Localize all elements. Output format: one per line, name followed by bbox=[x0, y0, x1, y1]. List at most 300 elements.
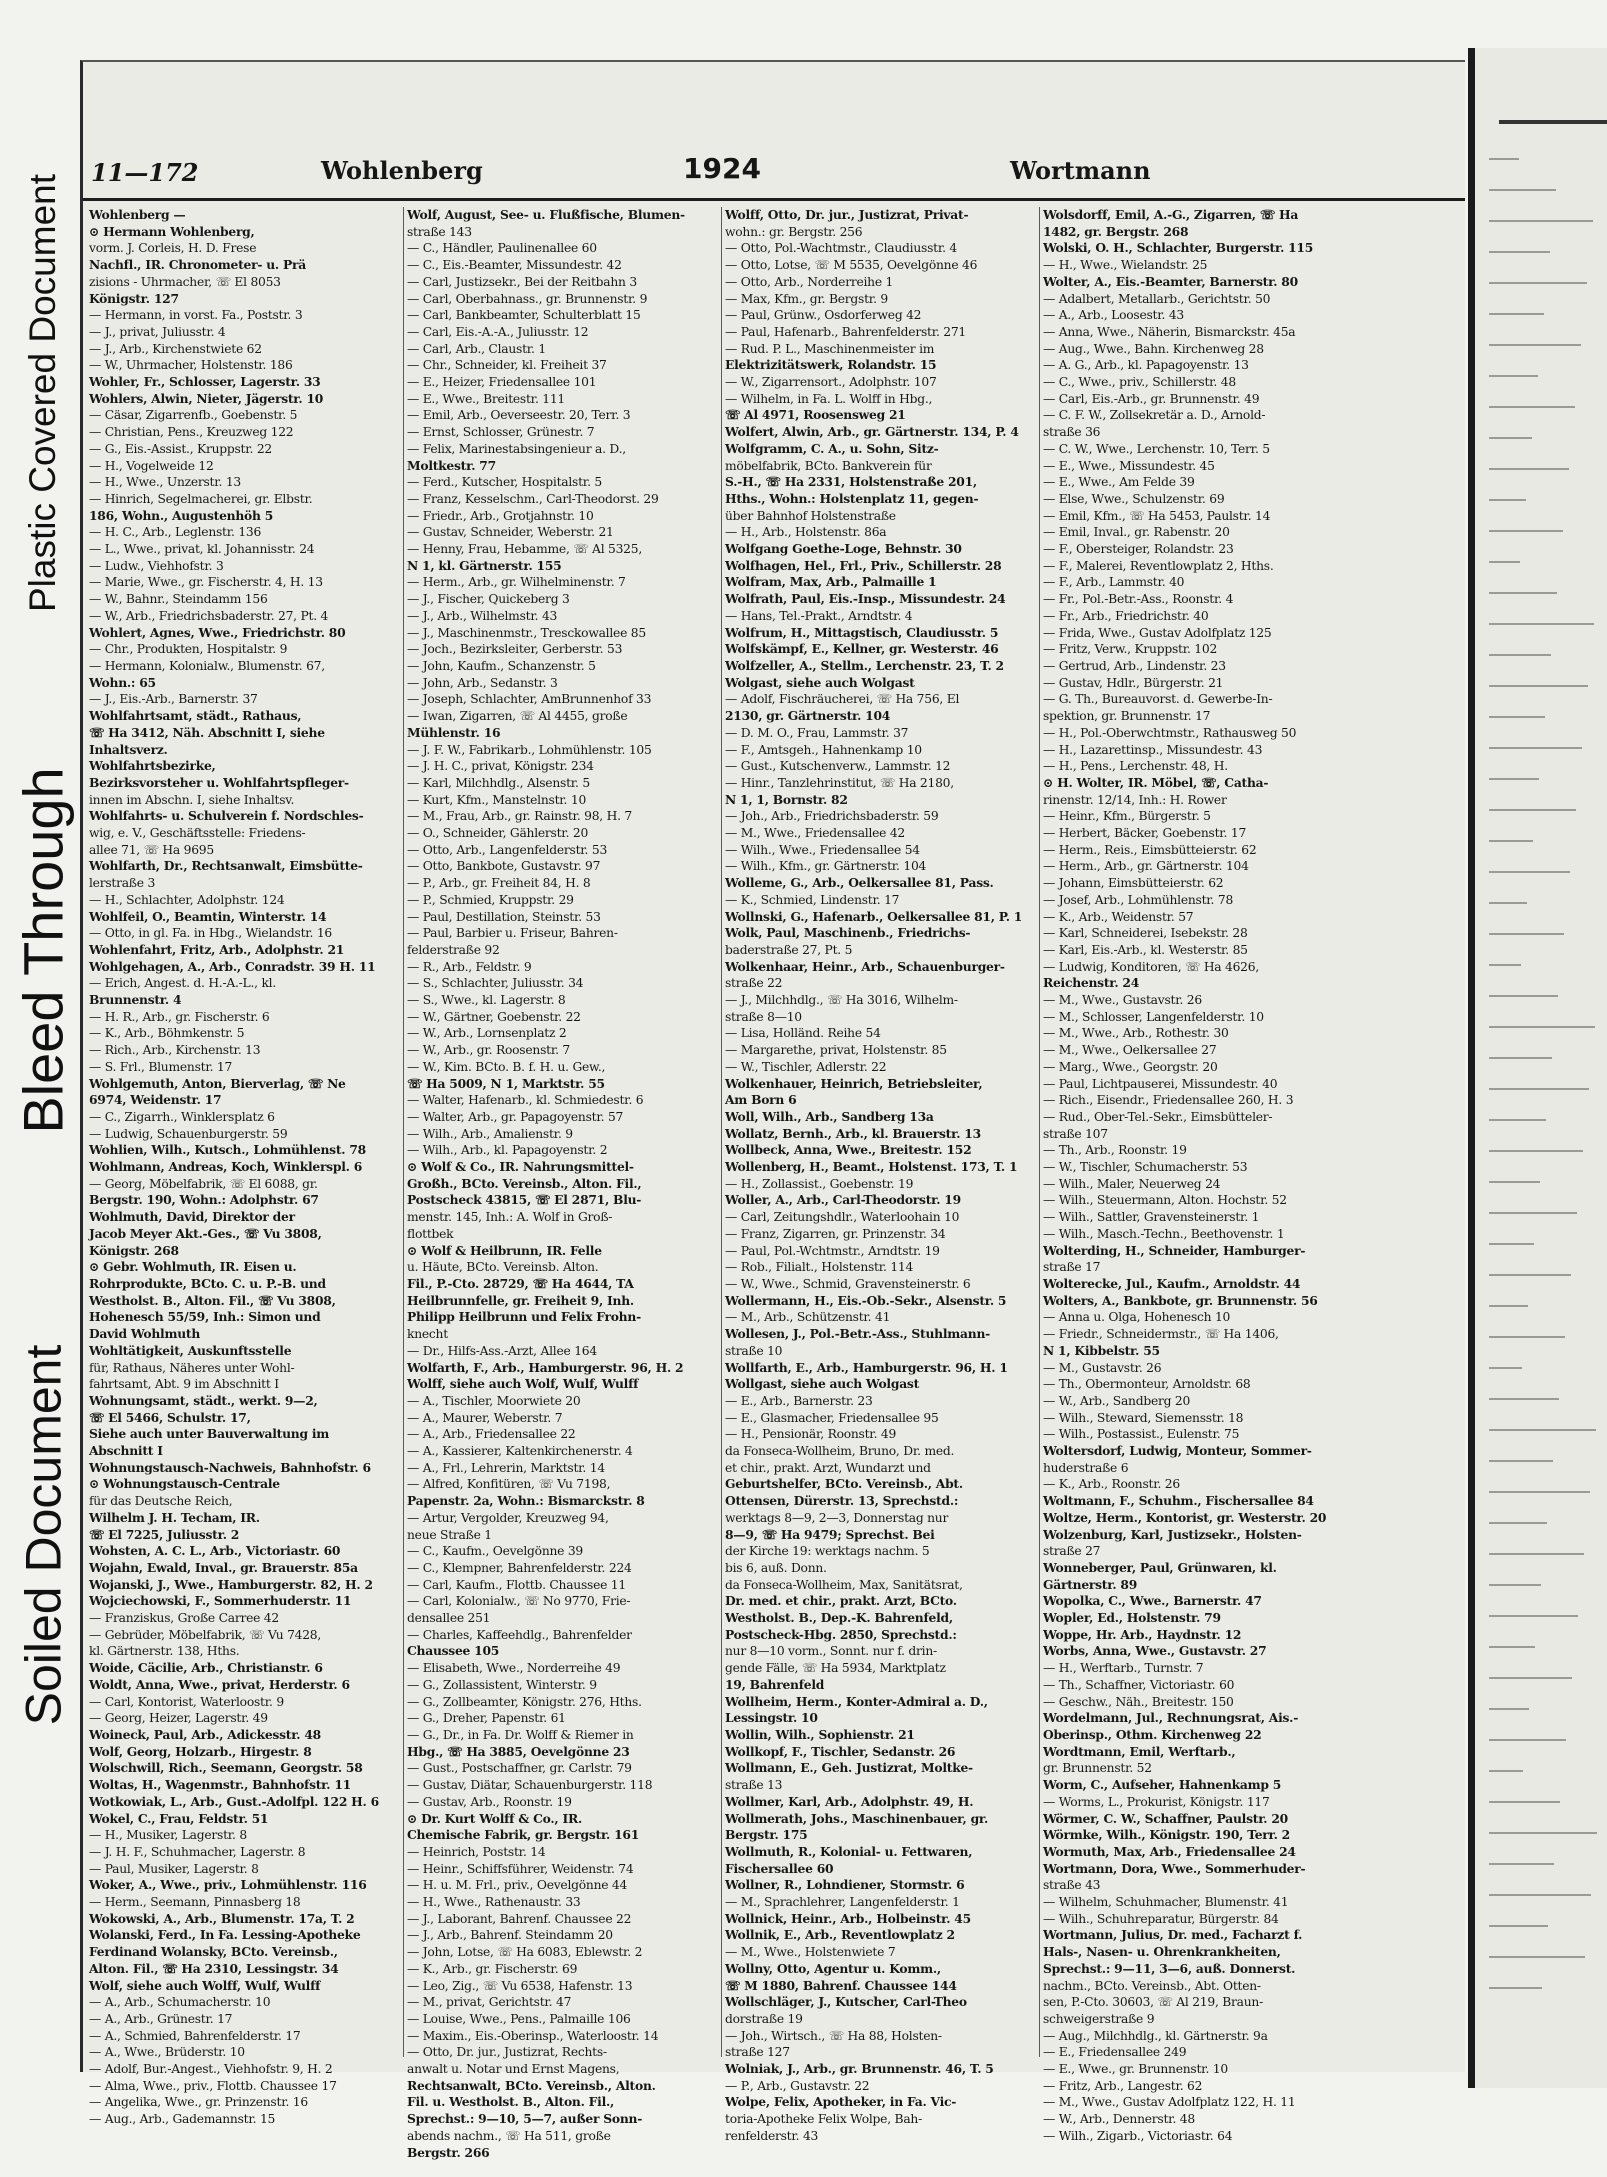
side-label-bleed-through: Bleed Through bbox=[11, 766, 75, 1134]
directory-entry-line: — F., Amtsgeh., Hahnenkamp 10 bbox=[725, 742, 922, 757]
directory-entry-line: — Otto, Dr. jur., Justizrat, Rechts- bbox=[407, 2045, 607, 2060]
directory-entry-line: Elektrizitätswerk, Rolandstr. 15 bbox=[725, 357, 937, 373]
directory-entry-line: Jacob Meyer Akt.-Ges., ☏ Vu 3808, bbox=[89, 1225, 322, 1241]
adjacent-page-text-trace bbox=[1489, 530, 1563, 532]
directory-entry-line: — Ernst, Schlosser, Grünestr. 7 bbox=[407, 425, 595, 440]
directory-entry-line: werktags 8—9, 2—3, Donnerstag nur bbox=[725, 1510, 949, 1525]
directory-entry-line: — Paul, Lichtpauserei, Missundestr. 40 bbox=[1043, 1076, 1278, 1091]
directory-entry-line: — Carl, Kontorist, Waterloostr. 9 bbox=[89, 1694, 284, 1709]
directory-entry-line: — Wilh., Postassist., Eulenstr. 75 bbox=[1043, 1427, 1240, 1442]
directory-entry-line: — John, Kaufm., Schanzenstr. 5 bbox=[407, 658, 596, 673]
directory-entry-line: Wollheim, Herm., Konter-Admiral a. D., bbox=[725, 1693, 988, 1709]
directory-entry-line: Großh., BCto. Vereinsb., Alton. Fil., bbox=[407, 1175, 642, 1191]
directory-entry-line: — F., Malerei, Reventlowplatz 2, Hths. bbox=[1043, 558, 1274, 573]
directory-entry-line: — Geschw., Näh., Breitestr. 150 bbox=[1043, 1694, 1234, 1709]
directory-entry-line: straße 10 bbox=[725, 1343, 783, 1358]
directory-entry-line: — G., Eis.-Assist., Kruppstr. 22 bbox=[89, 441, 272, 456]
directory-entry-line: Fischersallee 60 bbox=[725, 1860, 834, 1876]
directory-entry-line: — J. H. C., privat, Königstr. 234 bbox=[407, 759, 594, 774]
directory-entry-line: Woltersdorf, Ludwig, Monteur, Sommer- bbox=[1043, 1443, 1312, 1459]
adjacent-page-text-trace bbox=[1489, 933, 1564, 935]
directory-entry-line: der Kirche 19: werktags nachm. 5 bbox=[725, 1544, 930, 1559]
directory-entry-line: Wollnick, Heinr., Arb., Holbeinstr. 45 bbox=[725, 1910, 971, 1926]
directory-entry-line: Bezirksvorsteher u. Wohlfahrtspfleger- bbox=[89, 774, 349, 790]
directory-entry-line: — Hermann, in vorst. Fa., Poststr. 3 bbox=[89, 308, 303, 323]
directory-entry-line: — Alma, Wwe., priv., Flottb. Chaussee 17 bbox=[89, 2078, 337, 2093]
directory-entry-line: Woll, Wilh., Arb., Sandberg 13a bbox=[725, 1108, 934, 1124]
directory-entry-line: — Erich, Angest. d. H.-A.-L., kl. bbox=[89, 976, 276, 991]
directory-entry-line: Wopler, Ed., Holstenstr. 79 bbox=[1043, 1610, 1221, 1626]
directory-entry-line: Rechtsanwalt, BCto. Vereinsb., Alton. bbox=[407, 2077, 656, 2093]
directory-entry-line: Wohlfarth, Dr., Rechtsanwalt, Eimsbütte- bbox=[89, 858, 363, 874]
directory-entry-line: Dr. med. et chir., prakt. Arzt, BCto. bbox=[725, 1593, 957, 1609]
directory-entry-line: — Hermann, Kolonialw., Blumenstr. 67, bbox=[89, 658, 325, 673]
directory-entry-line: schweigerstraße 9 bbox=[1043, 2011, 1155, 2026]
directory-entry-line: Wollner, R., Lohndiener, Stormstr. 6 bbox=[725, 1877, 965, 1893]
directory-entry-line: — H., Schlachter, Adolphstr. 124 bbox=[89, 892, 285, 907]
directory-entry-line: — H., Arb., Holstenstr. 86a bbox=[725, 525, 887, 540]
directory-entry-line: — Else, Wwe., Schulzenstr. 69 bbox=[1043, 491, 1225, 506]
adjacent-page-text-trace bbox=[1489, 1367, 1522, 1369]
directory-entry-line: — K., Schmied, Lindenstr. 17 bbox=[725, 892, 900, 907]
adjacent-page-text-trace bbox=[1489, 1212, 1577, 1214]
directory-entry-line: ☏ El 5466, Schulstr. 17, bbox=[89, 1409, 251, 1425]
adjacent-page-text-trace bbox=[1489, 1677, 1572, 1679]
directory-entry-line: Wörmer, C. W., Schaffner, Paulstr. 20 bbox=[1043, 1810, 1288, 1826]
directory-entry-line: Wohlien, Wilh., Kutsch., Lohmühlenst. 78 bbox=[89, 1142, 366, 1158]
adjacent-page-text-trace bbox=[1489, 1398, 1559, 1400]
directory-entry-line: — G., Zollassistent, Winterstr. 9 bbox=[407, 1677, 597, 1692]
directory-entry-line: innen im Abschn. I, siehe Inhaltsv. bbox=[89, 792, 295, 807]
directory-entry-line: Wollmann, E., Geh. Justizrat, Moltke- bbox=[725, 1760, 973, 1776]
directory-entry-line: — Gustav, Hdlr., Bürgerstr. 21 bbox=[1043, 675, 1224, 690]
adjacent-page-text-trace bbox=[1489, 1522, 1547, 1524]
directory-entry-line: — S. Frl., Blumenstr. 17 bbox=[89, 1059, 233, 1074]
directory-entry-line: — E., Wwe., gr. Brunnenstr. 10 bbox=[1043, 2062, 1228, 2077]
directory-entry-line: — Charles, Kaffeehdlg., Bahrenfelder bbox=[407, 1627, 632, 1642]
directory-entry-line: Wolzenburg, Karl, Justizsekr., Holsten- bbox=[1043, 1526, 1302, 1542]
directory-entry-line: da Fonseca-Wollheim, Max, Sanitätsrat, bbox=[725, 1577, 963, 1592]
adjacent-page-text-trace bbox=[1489, 1274, 1571, 1276]
directory-entry-line: — Wilh., Wwe., Friedensallee 54 bbox=[725, 842, 920, 857]
directory-entry-line: — J., Maschinenmstr., Tresckowallee 85 bbox=[407, 625, 646, 640]
directory-entry-line: Wolfgramm, C. A., u. Sohn, Sitz- bbox=[725, 440, 939, 456]
directory-entry-line: — Maxim., Eis.-Oberinsp., Waterloostr. 14 bbox=[407, 2028, 659, 2043]
directory-entry-line: — A., Arb., Schumacherstr. 10 bbox=[89, 1995, 271, 2010]
directory-entry-line: — H., Pol.-Oberwchtmstr., Rathausweg 50 bbox=[1043, 725, 1297, 740]
directory-entry-line: — H., Pens., Lerchenstr. 48, H. bbox=[1043, 759, 1228, 774]
directory-entry-line: — Wilh., Sattler, Gravensteinerstr. 1 bbox=[1043, 1210, 1260, 1225]
directory-entry-line: — Paul, Grünw., Osdorferweg 42 bbox=[725, 308, 922, 323]
adjacent-page-text-trace bbox=[1489, 282, 1587, 284]
directory-entry-line: — Wilh., Masch.-Techn., Beethovenstr. 1 bbox=[1043, 1226, 1285, 1241]
directory-entry-line: — Anna u. Olga, Hohenesch 10 bbox=[1043, 1310, 1231, 1325]
directory-entry-line: — W., Arb., Dennerstr. 48 bbox=[1043, 2112, 1195, 2127]
directory-entry-line: — Th., Obermonteur, Arnoldstr. 68 bbox=[1043, 1377, 1251, 1392]
directory-entry-line: — Gustav, Arb., Roonstr. 19 bbox=[407, 1794, 572, 1809]
column-divider bbox=[403, 207, 404, 2057]
directory-entry-line: — Hinrich, Segelmacherei, gr. Elbstr. bbox=[89, 491, 313, 506]
directory-entry-line: Wolfskämpf, E., Kellner, gr. Westerstr. 46 bbox=[725, 641, 999, 657]
directory-entry-line: Woide, Cäcilie, Arb., Christianstr. 6 bbox=[89, 1660, 323, 1676]
directory-entry-line: — J., Eis.-Arb., Barnerstr. 37 bbox=[89, 692, 258, 707]
directory-entry-line: — J., Arb., Wilhelmstr. 43 bbox=[407, 608, 558, 623]
directory-entry-line: N 1, kl. Gärtnerstr. 155 bbox=[407, 557, 562, 573]
adjacent-page-text-trace bbox=[1489, 375, 1538, 377]
directory-entry-line: Gärtnerstr. 89 bbox=[1043, 1576, 1137, 1592]
directory-entry-line: — W., Tischler, Adlerstr. 22 bbox=[725, 1059, 887, 1074]
adjacent-page-text-trace bbox=[1489, 1832, 1597, 1834]
directory-entry-line: Wollkopf, F., Tischler, Sedanstr. 26 bbox=[725, 1743, 956, 1759]
directory-entry-line: Hths., Wohn.: Holstenplatz 11, gegen- bbox=[725, 490, 979, 506]
directory-entry-line: — Paul, Barbier u. Friseur, Bahren- bbox=[407, 926, 618, 941]
directory-entry-line: straße 36 bbox=[1043, 425, 1101, 440]
directory-entry-line: — Herm., Reis., Eimsbütteierstr. 62 bbox=[1043, 842, 1257, 857]
directory-entry-line: Wolfarth, F., Arb., Hamburgerstr. 96, H. 2 bbox=[407, 1359, 684, 1375]
directory-entry-line: — Rud. P. L., Maschinenmeister im bbox=[725, 341, 935, 356]
directory-entry-line: kl. Gärtnerstr. 138, Hths. bbox=[89, 1644, 240, 1659]
directory-entry-line: Brunnenstr. 4 bbox=[89, 992, 182, 1008]
directory-entry-line: Chaussee 105 bbox=[407, 1643, 500, 1659]
directory-entry-line: — Wilh., Schuhreparatur, Bürgerstr. 84 bbox=[1043, 1911, 1279, 1926]
directory-entry-line: Ferdinand Wolansky, BCto. Vereinsb., bbox=[89, 1944, 338, 1960]
directory-entry-line: — Anna, Wwe., Näherin, Bismarckstr. 45a bbox=[1043, 324, 1296, 339]
directory-entry-line: — Karl, Milchhdlg., Alsenstr. 5 bbox=[407, 775, 590, 790]
directory-entry-line: Wolschwill, Rich., Seemann, Georgstr. 58 bbox=[89, 1760, 363, 1776]
directory-entry-line: Nachfl., IR. Chronometer- u. Prä bbox=[89, 257, 306, 273]
directory-entry-line: Wohlgehagen, A., Arb., Conradstr. 39 H. 11 bbox=[89, 958, 376, 974]
directory-entry-line: — H., Zollassist., Goebenstr. 19 bbox=[725, 1176, 914, 1191]
directory-entry-line: Wohltätigkeit, Auskunftsstelle bbox=[89, 1342, 292, 1358]
directory-entry-line: — H., Musiker, Lagerstr. 8 bbox=[89, 1828, 247, 1843]
directory-entry-line: ⊙ Gebr. Wohlmuth, IR. Eisen u. bbox=[89, 1259, 297, 1275]
directory-entry-line: straße 8—10 bbox=[725, 1009, 802, 1024]
directory-entry-line: — F., Arb., Lammstr. 40 bbox=[1043, 575, 1185, 590]
directory-entry-line: Wolkenhauer, Heinrich, Betriebsleiter, bbox=[725, 1075, 983, 1091]
directory-entry-line: Wohlgemuth, Anton, Bierverlag, ☏ Ne bbox=[89, 1075, 346, 1091]
directory-entry-line: Inhaltsverz. bbox=[89, 741, 168, 757]
directory-entry-line: — G. Th., Bureauvorst. d. Gewerbe-In- bbox=[1043, 692, 1273, 707]
directory-entry-line: — J., Fischer, Quickeberg 3 bbox=[407, 592, 570, 607]
directory-entry-line: — M., Sprachlehrer, Langenfelderstr. 1 bbox=[725, 1895, 960, 1910]
directory-entry-line: S.-H., ☏ Ha 2331, Holstenstraße 201, bbox=[725, 474, 977, 490]
adjacent-page-text-trace bbox=[1489, 809, 1576, 811]
directory-entry-line: Sprechst.: 9—10, 5—7, außer Sonn- bbox=[407, 2111, 643, 2127]
adjacent-page-text-trace bbox=[1489, 406, 1575, 408]
adjacent-page-text-trace bbox=[1489, 747, 1582, 749]
directory-entry-line: Wolff, Otto, Dr. jur., Justizrat, Privat- bbox=[725, 207, 969, 222]
adjacent-page-text-trace bbox=[1489, 1646, 1535, 1648]
directory-entry-line: — Franz, Zigarren, gr. Prinzenstr. 34 bbox=[725, 1226, 946, 1241]
directory-entry-line: Wolter, A., Eis.-Beamter, Barnerstr. 80 bbox=[1043, 273, 1298, 289]
directory-entry-line: — K., Arb., gr. Fischerstr. 69 bbox=[407, 1961, 578, 1976]
directory-entry-line: Wollenberg, H., Beamt., Holstenst. 173, T. 1 bbox=[725, 1159, 1018, 1175]
directory-columns bbox=[83, 207, 1465, 2160]
directory-entry-line: Wohlert, Agnes, Wwe., Friedrichstr. 80 bbox=[89, 624, 346, 640]
adjacent-page-text-trace bbox=[1489, 561, 1520, 563]
directory-column-3 bbox=[723, 207, 1039, 2143]
directory-entry-line: Wollny, Otto, Agentur u. Komm., bbox=[725, 1960, 941, 1976]
directory-entry-line: — Aug., Arb., Gademannstr. 15 bbox=[89, 2112, 276, 2127]
directory-entry-line: ⊙ Wolf & Heilbrunn, IR. Felle bbox=[407, 1242, 602, 1258]
directory-entry-line: abends nachm., ☏ Ha 511, große bbox=[407, 2128, 611, 2143]
directory-entry-line: — C., Wwe., priv., Schillerstr. 48 bbox=[1043, 375, 1236, 390]
directory-entry-line: nachm., BCto. Vereinsb., Abt. Otten- bbox=[1043, 1978, 1261, 1993]
directory-entry-line: — P., Arb., Gustavstr. 22 bbox=[725, 2078, 870, 2093]
directory-entry-line: Oberinsp., Othm. Kirchenweg 22 bbox=[1043, 1726, 1262, 1742]
directory-entry-line: — Gust., Kutschenverw., Lammstr. 12 bbox=[725, 759, 951, 774]
adjacent-page-text-trace bbox=[1489, 1429, 1596, 1431]
directory-entry-line: Wollbeck, Anna, Wwe., Breitestr. 152 bbox=[725, 1142, 972, 1158]
directory-entry-line: — M., Arb., Schützenstr. 41 bbox=[725, 1310, 891, 1325]
directory-entry-line: Philipp Heilbrunn und Felix Frohn- bbox=[407, 1309, 641, 1325]
directory-entry-line: straße 22 bbox=[725, 976, 783, 991]
directory-entry-line: straße 43 bbox=[1043, 1878, 1101, 1893]
directory-entry-line: — Angelika, Wwe., gr. Prinzenstr. 16 bbox=[89, 2095, 308, 2110]
directory-entry-line: allee 71, ☏ Ha 9695 bbox=[89, 842, 214, 857]
directory-entry-line: — Aug., Milchhdlg., kl. Gärtnerstr. 9a bbox=[1043, 2028, 1268, 2043]
directory-entry-line: Wollschläger, J., Kutscher, Carl-Theo bbox=[725, 1994, 967, 2010]
directory-entry-line: Abschnitt I bbox=[89, 1443, 163, 1459]
directory-entry-line: — Wilh., Maler, Neuerweg 24 bbox=[1043, 1176, 1221, 1191]
directory-entry-line: — Ludw., Viehhofstr. 3 bbox=[89, 558, 224, 573]
directory-entry-line: — Elisabeth, Wwe., Norderreihe 49 bbox=[407, 1661, 621, 1676]
adjacent-page-text-trace bbox=[1489, 220, 1593, 222]
directory-entry-line: Wolf, August, See- u. Flußfische, Blumen- bbox=[407, 207, 685, 222]
directory-entry-line: — Fritz, Verw., Kruppstr. 102 bbox=[1043, 642, 1218, 657]
directory-entry-line: — J. H. F., Schuhmacher, Lagerstr. 8 bbox=[89, 1844, 306, 1859]
adjacent-page-text-trace bbox=[1489, 313, 1544, 315]
directory-entry-line: — Carl, Zeitungshdlr., Waterloohain 10 bbox=[725, 1210, 960, 1225]
directory-entry-line: bis 6, auß. Donn. bbox=[725, 1560, 827, 1575]
directory-entry-line: Wojahn, Ewald, Inval., gr. Brauerstr. 85a bbox=[89, 1559, 358, 1575]
directory-entry-line: ⊙ Wolf & Co., IR. Nahrungsmittel- bbox=[407, 1159, 634, 1175]
directory-entry-line: — Wilh., Arb., kl. Papagoyenstr. 2 bbox=[407, 1143, 608, 1158]
directory-entry-line: Am Born 6 bbox=[725, 1092, 797, 1108]
directory-entry-line: — Heinrich, Poststr. 14 bbox=[407, 1844, 546, 1859]
directory-entry-line: — M., Frau, Arb., gr. Rainstr. 98, H. 7 bbox=[407, 809, 632, 824]
directory-entry-line: — M., Wwe., Arb., Rothestr. 30 bbox=[1043, 1026, 1229, 1041]
directory-entry-line: straße 143 bbox=[407, 224, 472, 239]
directory-entry-line: — Henny, Frau, Hebamme, ☏ Al 5325, bbox=[407, 542, 642, 557]
directory-column-1 bbox=[87, 207, 403, 2127]
directory-entry-line: — Josef, Arb., Lohmühlenstr. 78 bbox=[1043, 892, 1234, 907]
page-reference: 11—172 bbox=[91, 158, 199, 187]
directory-entry-line: huderstraße 6 bbox=[1043, 1460, 1129, 1475]
directory-entry-line: — Ludwig, Schauenburgerstr. 59 bbox=[89, 1126, 288, 1141]
directory-entry-line: — E., Arb., Barnerstr. 23 bbox=[725, 1393, 873, 1408]
directory-entry-line: — P., Arb., gr. Freiheit 84, H. 8 bbox=[407, 876, 591, 891]
directory-entry-line: — A. G., Arb., kl. Papagoyenstr. 13 bbox=[1043, 358, 1249, 373]
adjacent-page-text-trace bbox=[1489, 1770, 1523, 1772]
directory-entry-line: Wollermann, H., Eis.-Ob.-Sekr., Alsenstr. 5 bbox=[725, 1292, 1007, 1308]
directory-entry-line: Worbs, Anna, Wwe., Gustavstr. 27 bbox=[1043, 1643, 1267, 1659]
directory-entry-line: — Georg, Möbelfabrik, ☏ El 6088, gr. bbox=[89, 1176, 318, 1191]
directory-entry-line: Woker, A., Wwe., priv., Lohmühlenstr. 116 bbox=[89, 1877, 367, 1893]
directory-entry-line: — Otto, in gl. Fa. in Hbg., Wielandstr. 16 bbox=[89, 926, 333, 941]
directory-entry-line: — Carl, Kolonialw., ☏ No 9770, Frie- bbox=[407, 1594, 631, 1609]
directory-entry-line: 1482, gr. Bergstr. 268 bbox=[1043, 223, 1189, 239]
directory-entry-line: Wolfrum, H., Mittagstisch, Claudiusstr. 5 bbox=[725, 624, 999, 640]
directory-entry-line: Bergstr. 266 bbox=[407, 2144, 490, 2160]
directory-entry-line: — Walter, Arb., gr. Papagoyenstr. 57 bbox=[407, 1109, 624, 1124]
directory-entry-line: — Herbert, Bäcker, Goebenstr. 17 bbox=[1043, 826, 1247, 841]
directory-entry-line: Wohlfahrts- u. Schulverein f. Nordschles- bbox=[89, 808, 364, 824]
directory-entry-line: — M., Wwe., Gustavstr. 26 bbox=[1043, 993, 1202, 1008]
directory-entry-line: lerstraße 3 bbox=[89, 876, 156, 891]
directory-entry-line: Wolkenhaar, Heinr., Arb., Schauenburger- bbox=[725, 958, 1005, 974]
directory-entry-line: fahrtsamt, Abt. 9 im Abschnitt I bbox=[89, 1377, 279, 1392]
directory-entry-line: — W., Arb., Friedrichsbaderstr. 27, Pt. 4 bbox=[89, 608, 329, 623]
directory-entry-line: densallee 251 bbox=[407, 1611, 491, 1626]
directory-entry-line: ⊙ H. Wolter, IR. Möbel, ☏, Catha- bbox=[1043, 774, 1269, 790]
directory-entry-line: Wohlers, Alwin, Nieter, Jägerstr. 10 bbox=[89, 390, 324, 406]
directory-entry-line: — E., Friedensallee 249 bbox=[1043, 2045, 1187, 2060]
directory-entry-line: David Wohlmuth bbox=[89, 1326, 201, 1342]
directory-entry-line: Königstr. 268 bbox=[89, 1242, 179, 1258]
directory-entry-line: Woppe, Hr. Arb., Haydnstr. 12 bbox=[1043, 1626, 1242, 1642]
directory-entry-line: — E., Glasmacher, Friedensallee 95 bbox=[725, 1410, 939, 1425]
directory-entry-line: Wotkowiak, L., Arb., Gust.-Adolfpl. 122 H. 6 bbox=[89, 1793, 379, 1809]
directory-entry-line: — Heinr., Kfm., Bürgerstr. 5 bbox=[1043, 809, 1211, 824]
directory-entry-line: — Carl, Bankbeamter, Schulterblatt 15 bbox=[407, 308, 641, 323]
directory-entry-line: ⊙ Dr. Kurt Wolff & Co., IR. bbox=[407, 1810, 583, 1826]
directory-entry-line: — G., Dreher, Papenstr. 61 bbox=[407, 1711, 566, 1726]
directory-entry-line: — Paul, Hafenarb., Bahrenfelderstr. 271 bbox=[725, 324, 967, 339]
directory-entry-line: — Max, Kfm., gr. Bergstr. 9 bbox=[725, 291, 888, 306]
directory-column-2 bbox=[405, 207, 721, 2160]
directory-entry-line: neue Straße 1 bbox=[407, 1527, 492, 1542]
adjacent-page-text-trace bbox=[1489, 1584, 1541, 1586]
directory-entry-line: — Th., Arb., Roonstr. 19 bbox=[1043, 1143, 1187, 1158]
directory-entry-line: — Franziskus, Große Carree 42 bbox=[89, 1611, 279, 1626]
directory-entry-line: — Wilhelm, in Fa. L. Wolff in Hbg., bbox=[725, 391, 933, 406]
directory-entry-line: — W., Arb., Lornsenplatz 2 bbox=[407, 1026, 567, 1041]
directory-entry-line: — H., Wwe., Rathenaustr. 33 bbox=[407, 1895, 581, 1910]
directory-entry-line: — C. F. W., Zollsekretär a. D., Arnold- bbox=[1043, 408, 1266, 423]
directory-entry-line: — H., Wwe., Unzerstr. 13 bbox=[89, 475, 241, 490]
directory-entry-line: — Friedr., Arb., Grotjahnstr. 10 bbox=[407, 508, 594, 523]
directory-entry-line: — M., Gustavstr. 26 bbox=[1043, 1360, 1162, 1375]
adjacent-page-text-trace bbox=[1489, 1119, 1546, 1121]
directory-entry-line: — J., Laborant, Bahrenf. Chaussee 22 bbox=[407, 1911, 632, 1926]
directory-entry-line: — Heinr., Schiffsführer, Weidenstr. 74 bbox=[407, 1861, 634, 1876]
directory-entry-line: — Carl, Oberbahnass., gr. Brunnenstr. 9 bbox=[407, 291, 648, 306]
directory-entry-line: Wolfert, Alwin, Arb., gr. Gärtnerstr. 134, P. 4 bbox=[725, 424, 1019, 440]
directory-entry-line: Hbg., ☏ Ha 3885, Oevelgönne 23 bbox=[407, 1743, 630, 1759]
directory-entry-line: — K., Arb., Roonstr. 26 bbox=[1043, 1477, 1180, 1492]
directory-entry-line: baderstraße 27, Pt. 5 bbox=[725, 942, 853, 957]
page-header bbox=[83, 152, 1465, 201]
directory-entry-line: — Louise, Wwe., Pens., Palmaille 106 bbox=[407, 2011, 631, 2026]
directory-entry-line: 2130, gr. Gärtnerstr. 104 bbox=[725, 708, 891, 724]
adjacent-page-text-trace bbox=[1489, 1305, 1528, 1307]
header-year: 1924 bbox=[683, 152, 761, 185]
directory-entry-line: Woltmann, F., Schuhm., Fischersallee 84 bbox=[1043, 1493, 1314, 1509]
adjacent-page-text-trace bbox=[1489, 871, 1570, 873]
directory-entry-line: spektion, gr. Brunnenstr. 17 bbox=[1043, 709, 1211, 724]
directory-entry-line: — John, Arb., Sedanstr. 3 bbox=[407, 675, 558, 690]
directory-entry-line: — G., Dr., in Fa. Dr. Wolff & Riemer in bbox=[407, 1727, 634, 1742]
directory-entry-line: — H. R., Arb., gr. Fischerstr. 6 bbox=[89, 1009, 270, 1024]
directory-entry-line: Wohler, Fr., Schlosser, Lagerstr. 33 bbox=[89, 374, 321, 390]
directory-entry-line: — Karl, Schneiderei, Isebekstr. 28 bbox=[1043, 926, 1248, 941]
directory-entry-line: — Chr., Produkten, Hospitalstr. 9 bbox=[89, 642, 288, 657]
directory-entry-line: — Gebrüder, Möbelfabrik, ☏ Vu 7428, bbox=[89, 1627, 322, 1642]
directory-entry-line: — H., Vogelweide 12 bbox=[89, 458, 214, 473]
directory-entry-line: da Fonseca-Wollheim, Bruno, Dr. med. bbox=[725, 1444, 955, 1459]
directory-entry-line: — Carl, Arb., Claustr. 1 bbox=[407, 341, 546, 356]
directory-entry-line: ⊙ Wohnungstausch-Centrale bbox=[89, 1476, 280, 1492]
directory-entry-line: Sprechst.: 9—11, 3—6, auß. Donnerst. bbox=[1043, 1960, 1296, 1976]
directory-entry-line: — S., Schlachter, Juliusstr. 34 bbox=[407, 976, 584, 991]
directory-entry-line: — E., Wwe., Breitestr. 111 bbox=[407, 391, 565, 406]
directory-entry-line: — G., Zollbeamter, Königstr. 276, Hths. bbox=[407, 1694, 642, 1709]
directory-entry-line: — Otto, Bankbote, Gustavstr. 97 bbox=[407, 859, 601, 874]
directory-entry-line: Wortmann, Dora, Wwe., Sommerhuder- bbox=[1043, 1860, 1306, 1876]
adjacent-page-text-trace bbox=[1489, 685, 1588, 687]
directory-entry-line: Wohlenberg — bbox=[89, 207, 186, 222]
directory-entry-line: flottbek bbox=[407, 1226, 454, 1241]
directory-entry-line: Hohenesch 55/59, Inh.: Simon und bbox=[89, 1309, 321, 1325]
adjacent-page-text-trace bbox=[1489, 1739, 1566, 1741]
directory-entry-line: — J., privat, Juliusstr. 4 bbox=[89, 324, 226, 339]
directory-entry-line: — A., Maurer, Weberstr. 7 bbox=[407, 1410, 563, 1425]
directory-entry-line: — P., Schmied, Kruppstr. 29 bbox=[407, 892, 574, 907]
directory-entry-line: — A., Arb., Friedensallee 22 bbox=[407, 1427, 576, 1442]
column-divider bbox=[721, 207, 722, 2057]
directory-entry-line: — J., Arb., Kirchenstwiete 62 bbox=[89, 341, 262, 356]
directory-entry-line: Wollgast, siehe auch Wolgast bbox=[725, 1376, 920, 1392]
directory-entry-line: — C., Kaufm., Oevelgönne 39 bbox=[407, 1544, 583, 1559]
directory-entry-line: Rohrprodukte, BCto. C. u. P.-B. und bbox=[89, 1276, 326, 1291]
directory-entry-line: — J. F. W., Fabrikarb., Lohmühlenstr. 105 bbox=[407, 742, 652, 757]
directory-entry-line: — Ludwig, Konditoren, ☏ Ha 4626, bbox=[1043, 959, 1259, 974]
directory-entry-line: — Herm., Seemann, Pinnasberg 18 bbox=[89, 1895, 301, 1910]
directory-entry-line: — E., Heizer, Friedensallee 101 bbox=[407, 375, 597, 390]
directory-entry-line: — Leo, Zig., ☏ Vu 6538, Hafenstr. 13 bbox=[407, 1978, 633, 1993]
directory-entry-line: — Paul, Pol.-Wchtmstr., Arndtstr. 19 bbox=[725, 1243, 940, 1258]
directory-entry-line: — C., Klempner, Bahrenfelderstr. 224 bbox=[407, 1560, 632, 1575]
directory-entry-line: — Adolf, Bur.-Angest., Viehhofstr. 9, H. 2 bbox=[89, 2062, 333, 2077]
directory-entry-line: Moltkestr. 77 bbox=[407, 457, 496, 473]
directory-entry-line: gr. Brunnenstr. 52 bbox=[1043, 1761, 1152, 1776]
directory-entry-line: vorm. J. Corleis, H. D. Frese bbox=[89, 241, 257, 256]
directory-entry-line: — Worms, L., Prokurist, Königstr. 117 bbox=[1043, 1794, 1270, 1809]
directory-entry-line: — Karl, Eis.-Arb., kl. Westerstr. 85 bbox=[1043, 942, 1248, 957]
directory-entry-line: Wolgast, siehe auch Wolgast bbox=[725, 674, 915, 690]
directory-entry-line: — K., Arb., Böhmkenstr. 5 bbox=[89, 1026, 245, 1041]
directory-entry-line: 186, Wohn., Augustenhöh 5 bbox=[89, 507, 274, 523]
directory-entry-line: — Kurt, Kfm., Manstelnstr. 10 bbox=[407, 792, 587, 807]
adjacent-page-text-trace bbox=[1489, 158, 1519, 160]
directory-entry-line: Worm, C., Aufseher, Hahnenkamp 5 bbox=[1043, 1777, 1282, 1793]
directory-entry-line: Wolff, siehe auch Wolf, Wulf, Wulff bbox=[407, 1376, 639, 1392]
directory-entry-line: Westholst. B., Dep.-K. Bahrenfeld, bbox=[725, 1610, 953, 1626]
directory-entry-line: Wopolka, C., Wwe., Barnerstr. 47 bbox=[1043, 1593, 1262, 1609]
directory-entry-line: Wörmke, Wilh., Königstr. 190, Terr. 2 bbox=[1043, 1827, 1290, 1843]
adjacent-page-text-trace bbox=[1489, 840, 1533, 842]
directory-entry-line: ☏ Al 4971, Roosensweg 21 bbox=[725, 407, 906, 423]
directory-entry-line: — Alfred, Konfitüren, ☏ Vu 7198, bbox=[407, 1477, 611, 1492]
directory-entry-line: — L., Wwe., privat, kl. Johannisstr. 24 bbox=[89, 542, 315, 557]
directory-entry-line: — Carl, Eis.-A.-A., Juliusstr. 12 bbox=[407, 324, 589, 339]
directory-entry-line: — S., Wwe., kl. Lagerstr. 8 bbox=[407, 993, 566, 1008]
directory-entry-line: — C. W., Wwe., Lerchenstr. 10, Terr. 5 bbox=[1043, 441, 1270, 456]
directory-entry-line: — A., Arb., Loosestr. 43 bbox=[1043, 308, 1184, 323]
directory-entry-line: — W., Uhrmacher, Holstenstr. 186 bbox=[89, 358, 293, 373]
directory-entry-line: — Paul, Destillation, Steinstr. 53 bbox=[407, 909, 601, 924]
